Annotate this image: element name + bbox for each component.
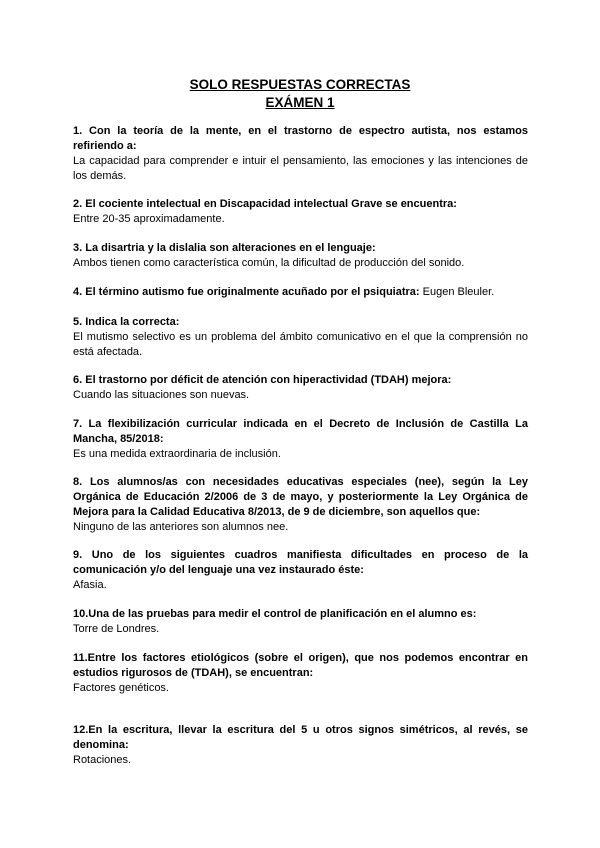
question-item — [73, 475, 528, 535]
answer-text: La capacidad para comprender e intuir el pensamiento, las emociones y las intenciones de los demás. — [73, 155, 528, 182]
answer-text: Rotaciones. — [73, 754, 132, 766]
question-item — [73, 315, 528, 360]
question-text: 3. La disartria y la dislalia son alteraciones en el lenguaje: — [73, 242, 376, 254]
header — [0, 76, 600, 112]
answer-text: Factores genéticos. — [73, 682, 169, 694]
question-item — [73, 723, 528, 768]
answer-text: Ninguno de las anteriores son alumnos nee. — [73, 521, 289, 533]
question-text: 9. Uno de los siguientes cuadros manifiesta dificultades en proceso de la comunicación y/o del lenguaje una vez instaurado éste: — [73, 549, 528, 576]
answer-text: Torre de Londres. — [73, 623, 160, 635]
question-item — [73, 373, 528, 403]
question-text: 4. El término autismo fue originalmente acuñado por el psiquiatra: — [73, 286, 420, 298]
question-item — [73, 651, 528, 696]
question-text: 10.Una de las pruebas para medir el control de planificación en el alumno es: — [73, 608, 477, 620]
question-item — [73, 417, 528, 462]
answer-text: Entre 20-35 aproximadamente. — [73, 213, 225, 225]
question-text: 5. Indica la correcta: — [73, 316, 180, 328]
question-text: 11.Entre los factores etiológicos (sobre el origen), que nos podemos encontrar en estudios rigurosos de (TDAH), se encuentran: — [73, 652, 528, 679]
answer-text: Ambos tienen como característica común, la dificultad de producción del sonido. — [73, 257, 465, 269]
question-item — [73, 285, 528, 300]
question-item — [73, 607, 528, 637]
question-item — [73, 241, 528, 271]
question-item — [73, 124, 528, 184]
answer-text: Eugen Bleuler. — [422, 286, 495, 298]
answer-text: Afasia. — [73, 579, 107, 591]
question-item — [73, 197, 528, 227]
question-item — [73, 548, 528, 593]
question-text: 2. El cociente intelectual en Discapacidad intelectual Grave se encuentra: — [73, 198, 457, 210]
question-text: 6. El trastorno por déficit de atención con hiperactividad (TDAH) mejora: — [73, 374, 452, 386]
question-text: 12.En la escritura, llevar la escritura del 5 u otros signos simétricos, al revés, se denomina: — [73, 724, 528, 751]
page-subtitle: EXÁMEN 1 — [265, 95, 335, 110]
page-title: SOLO RESPUESTAS CORRECTAS — [189, 77, 411, 92]
answer-text: Es una medida extraordinaria de inclusión. — [73, 448, 281, 460]
question-text: 7. La flexibilización curricular indicada en el Decreto de Inclusión de Castilla La Mancha, 85/2018: — [73, 418, 528, 445]
answer-text: El mutismo selectivo es un problema del ámbito comunicativo en el que la comprensión no está afectada. — [73, 331, 528, 358]
question-text: 1. Con la teoría de la mente, en el trastorno de espectro autista, nos estamos refiriendo a: — [73, 125, 528, 152]
question-text: 8. Los alumnos/as con necesidades educativas especiales (nee), según la Ley Orgánica de Educación 2/2006 de 3 de mayo, y posteriormente la Ley Orgánica de Mejora para la Calidad Educativa 8/2013, de 9 de diciembre, son aquellos que: — [73, 476, 528, 518]
answer-text: Cuando las situaciones son nuevas. — [73, 389, 250, 401]
